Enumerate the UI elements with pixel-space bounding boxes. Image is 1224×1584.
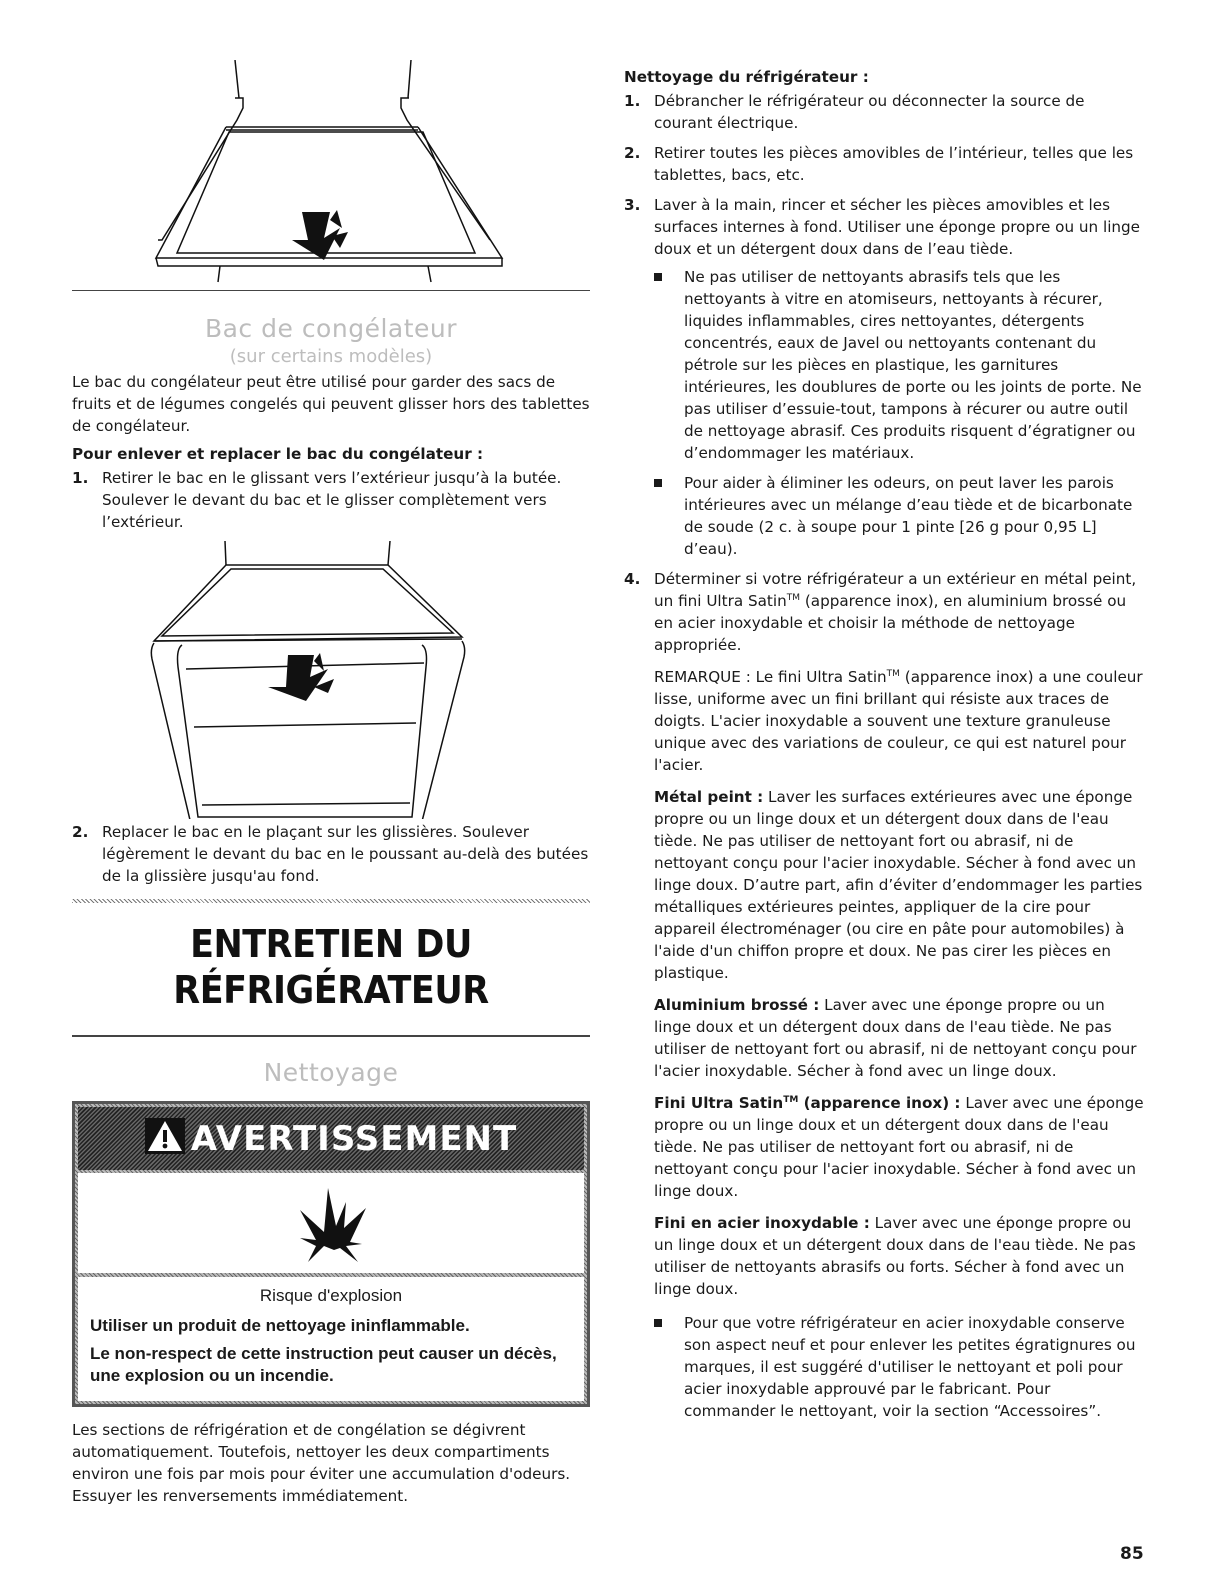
step-number: 4. <box>624 570 641 588</box>
cleaning-steps <box>624 90 1144 1422</box>
remark-paragraph <box>654 666 1144 776</box>
section-subtitle: (sur certains modèles) <box>229 346 433 367</box>
bullet-square-icon <box>654 1319 662 1327</box>
finish-text: Laver avec une éponge propre ou un linge doux et un détergent doux dans de l'eau tiède. Ne pas utiliser de nettoyants abrasifs ou forts. Sécher à fond avec un linge doux. <box>654 1214 1136 1298</box>
step-text: Retirer le bac en le glissant vers l’extérieur jusqu’à la butée. Soulever le devant du bac et le glisser complètement vers l’extérieur. <box>102 469 562 531</box>
section-divider <box>72 290 590 291</box>
remark-text: Le fini Ultra Satin <box>750 668 887 686</box>
defrost-paragraph: Les sections de réfrigération et de congélation se dégivrent automatiquement. Toutefois, nettoyer les deux compartiments environ une fois par mois pour éviter une accumulation d'odeurs. Essuyer les renversements immédiatement. <box>72 1421 571 1505</box>
page-number: 85 <box>1120 1544 1144 1564</box>
step-text: Retirer toutes les pièces amovibles de l’intérieur, telles que les tablettes, bacs, etc. <box>654 144 1134 184</box>
finish-text: Laver les surfaces extérieures avec une éponge propre ou un linge doux et un détergent doux dans de l'eau tiède. Ne pas utiliser de nettoyant fort ou abrasif, ni de nettoyant conçu pour l'acier inoxydable. Sécher à fond avec un linge doux. D’autre part, afin d’éviter d’endommager les parties métalliques extérieures peintes, appliquer de la cire pour appareil électroménager (ou cire en pâte pour automobiles) à l'aide d'un chiffon propre et doux. Ne pas cirer les pièces en plastique. <box>654 788 1143 982</box>
stainless-tips <box>654 1312 1144 1422</box>
list-item <box>72 467 590 533</box>
trademark: TM <box>786 593 801 603</box>
step-text: Replacer le bac en le plaçant sur les glissières. Soulever légèrement le devant du bac en le poussant au-delà des butées de la glissière jusqu'au fond. <box>102 823 589 885</box>
step-number: 1. <box>624 92 641 110</box>
aluminium-paragraph <box>654 994 1144 1082</box>
finish-label: Fini en acier inoxydable : <box>654 1214 870 1232</box>
finish-label: Métal peint : <box>654 788 764 806</box>
list-item <box>72 821 590 887</box>
shelf-drawing <box>72 60 590 288</box>
warning-consequence: Le non-respect de cette instruction peut causer un décès, une explosion ou un incendie. <box>90 1344 557 1385</box>
step-number: 1. <box>72 469 89 487</box>
finish-label-part: (apparence inox) : <box>798 1094 961 1112</box>
warning-instruction: Utiliser un produit de nettoyage ininflammable. <box>90 1316 470 1335</box>
bullet-square-icon <box>654 273 662 281</box>
bullet-text: Pour aider à éliminer les odeurs, on peut laver les parois intérieures avec un mélange d’eau tiède et de bicarbonate de soude (2 c. à soupe pour 1 pinte [26 g pour 0,95 L] d’eau). <box>684 474 1133 558</box>
stainless-paragraph <box>654 1212 1144 1300</box>
painted-metal-paragraph <box>654 786 1144 984</box>
finish-label <box>654 1094 961 1112</box>
step-text-part: (apparence inox), en aluminium brossé ou en acier inoxydable et choisir la méthode de nettoyage appropriée. <box>654 592 1127 654</box>
warning-triangle-icon <box>145 1118 185 1160</box>
section-divider <box>72 1035 590 1037</box>
step-text <box>654 568 1144 656</box>
remove-steps <box>72 467 590 533</box>
bullet-text: Ne pas utiliser de nettoyants abrasifs tels que les nettoyants à vitre en atomiseurs, nettoyants à récurer, liquides inflammables, cires nettoyantes, détergents concentrés, eaux de Javel ou nettoyants contenant du pétrole sur les pièces en plastique, les garnitures intérieures, les doublures de porte ou les joints de porte. Ne pas utiliser d’essuie-tout, tampons à récurer ou autre outil de nettoyage abrasif. Ces produits risquent d’égratigner ou d’endommager les matériaux. <box>684 268 1142 462</box>
bullet-item <box>654 266 1144 464</box>
step-number: 2. <box>72 823 89 841</box>
right-column <box>624 66 1144 1430</box>
step-number: 3. <box>624 196 641 214</box>
chapter-divider <box>72 899 590 903</box>
chapter-title-line: ENTRETIEN DU <box>190 922 472 966</box>
finish-text: Laver avec une éponge propre ou un linge doux et un détergent doux dans de l'eau tiède. Ne pas utiliser de nettoyant fort ou abrasif, ni de nettoyant conçu pour l'acier inoxydable. Sécher à fond avec un linge doux. <box>654 1094 1144 1200</box>
freezer-bin-illustration <box>72 537 590 819</box>
replace-steps <box>72 821 590 887</box>
step-text: Débrancher le réfrigérateur ou déconnecter la source de courant électrique. <box>654 92 1085 132</box>
list-item <box>624 142 1144 186</box>
section-title: Bac de congélateur <box>204 314 458 343</box>
list-item <box>624 568 1144 1422</box>
cleaning-title: Nettoyage <box>263 1058 399 1087</box>
explosion-icon <box>286 1180 376 1266</box>
warning-label: AVERTISSEMENT <box>190 1118 518 1159</box>
chapter-title <box>93 921 570 1013</box>
remark-text: (apparence inox) a une couleur lisse, uniforme avec un fini brillant qui résiste aux traces de doigts. L'acier inoxydable a souvent une texture granuleuse unique avec des variations de couleur, ce qui est naturel pour l'acier. <box>654 668 1143 774</box>
bullet-item <box>654 472 1144 560</box>
bin-drawing <box>72 537 590 819</box>
warning-box <box>72 1101 590 1407</box>
trademark: TM <box>783 1095 799 1105</box>
bullet-text: Pour que votre réfrigérateur en acier inoxydable conserve son aspect neuf et pour enlever les petites égratignures ou marques, il est suggéré d'utiliser le nettoyant et poli pour acier inoxydable approuvé par le fabricant. Pour commander le nettoyant, voir la section “Accessoires”. <box>684 1314 1136 1420</box>
step-text: Laver à la main, rincer et sécher les pièces amovibles et les surfaces internes à fond. Utiliser une éponge propre ou un linge doux et un détergent doux dans de l’eau tiède. <box>654 196 1141 258</box>
ultra-satin-paragraph <box>654 1092 1144 1202</box>
finish-label: Aluminium brossé : <box>654 996 820 1014</box>
finish-text: Laver avec une éponge propre ou un linge doux et un détergent doux dans de l'eau tiède. Ne pas utiliser de nettoyant fort ou abrasif, ni de nettoyant conçu pour l'acier inoxydable. Sécher à fond avec un linge doux. <box>654 996 1137 1080</box>
remove-replace-heading: Pour enlever et replacer le bac du congélateur : <box>72 445 484 463</box>
warning-body <box>78 1277 584 1401</box>
freezer-shelf-illustration <box>72 60 590 288</box>
left-column <box>72 60 590 1513</box>
bullet-item <box>654 1312 1144 1422</box>
warning-header <box>78 1107 584 1170</box>
explosion-panel <box>78 1173 584 1273</box>
remark-label: REMARQUE : <box>654 668 751 686</box>
finish-label-part: Fini Ultra Satin <box>654 1094 784 1112</box>
step-text-part: Déterminer si votre réfrigérateur a un extérieur en métal peint, un fini Ultra Satin <box>654 570 1137 610</box>
chapter-title-line: RÉFRIGÉRATEUR <box>173 968 489 1012</box>
list-item <box>624 90 1144 134</box>
cleaning-heading: Nettoyage du réfrigérateur : <box>624 68 869 86</box>
intro-paragraph: Le bac du congélateur peut être utilisé pour garder des sacs de fruits et de légumes congelés qui peuvent glisser hors des tablettes de congélateur. <box>72 373 590 435</box>
bullet-square-icon <box>654 479 662 487</box>
cleaning-warnings <box>654 266 1144 560</box>
arrow-icon <box>268 653 334 701</box>
warning-risk: Risque d'explosion <box>259 1286 403 1305</box>
step-number: 2. <box>624 144 641 162</box>
list-item <box>624 194 1144 560</box>
trademark: TM <box>886 669 900 679</box>
